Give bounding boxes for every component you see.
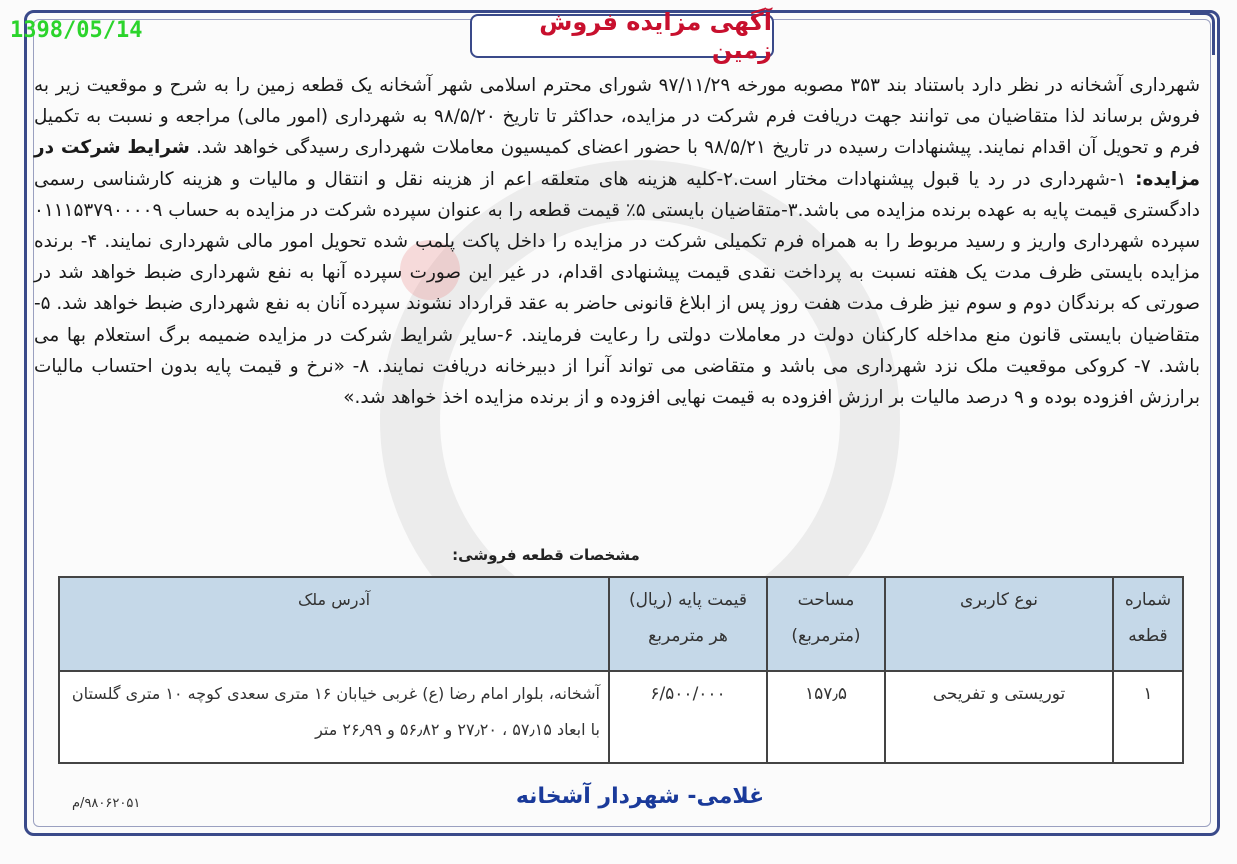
ad-title: آگهی مزایده فروش زمین bbox=[539, 8, 772, 64]
conditions-text: ۱-شهرداری در رد یا قبول پیشنهادات مختار است.۲-کلیه هزینه های متعلقه اعم از هزینه نقل و انتقال و مالیات و هزینه کارشناسی رسمی دادگستری قیمت پایه به عهده برنده مزایده می باشد.۳-متقاضیان بایستی ۵٪ قیمت قطعه را به عنوان سپرده شرکت در مزایده به حساب ۰۱۱۱۵۳۷۹۰۰۰۰۹ سپرده شهرداری واریز و رسید مربوط را به همراه فرم تکمیلی شرکت در مزایده را داخل پاکت پلمب شده تحویل امور مالی شهرداری نمایند. ۴- برنده مزایده بایستی ظرف مدت یک هفته نسبت به پرداخت نقدی قیمت پیشنهادی اقدام، در غیر این صورت سپرده آنها به نفع شهرداری ضبط خواهد شد در صورتی که برندگان دوم و سوم نیز ظرف مدت هفت روز پس از ابلاغ قانونی حاضر به عقد قرارداد نشوند سپرده آنان به نفع شهرداری ضبط خواهد شد. ۵- متقاضیان بایستی قانون منع مداخله کارکنان دولت در معاملات دولتی را رعایت فرمایند. ۶-سایر شرایط شرکت در مزایده ضمیمه برگ استعلام بها می باشد. ۷- کروکی موقعیت ملک نزد شهرداری می باشد و متقاضی می تواند آنرا از دبیرخانه دریافت نمایند. ۸- «نرخ و قیمت پایه بدون احتساب مالیات برارزش افزوده بوده و ۹ درصد مالیات بر ارزش افزوده به قیمت نهایی افزوده و از برنده مزایده اخذ خواهد شد.» bbox=[34, 168, 1201, 409]
reference-number: ۹۸۰۶۲۰۵۱/م bbox=[72, 796, 141, 811]
lots-table bbox=[58, 576, 1184, 764]
signature: غلامی- شهردار آشخانه bbox=[515, 784, 765, 809]
title-box bbox=[470, 8, 774, 64]
cell-lot-number: ۱ bbox=[1113, 671, 1183, 763]
intro-text: شهرداری آشخانه در نظر دارد باستناد بند ۳۵۳ مصوبه مورخه ۹۷/۱۱/۲۹ شورای محترم اسلامی شهر آشخانه یک قطعه زمین را به شرح و موقعیت زیر به فروش برساند لذا متقاضیان می توانند جهت دریافت فرم شرکت در مزایده، حداکثر تا تاریخ ۹۸/۵/۲۰ به شهرداری (امور مالی) مراجعه و نسبت به تکمیل فرم و تحویل آن اقدام نمایند. پیشنهادات رسیده در تاریخ ۹۸/۵/۲۱ با حضور اعضای کمیسیون معاملات شهرداری رسیدگی خواهد شد. bbox=[34, 75, 1201, 159]
header-base-price: قیمت پایه (ریال) هر مترمربع bbox=[609, 577, 767, 671]
cell-area: ۱۵۷٫۵ bbox=[767, 671, 885, 763]
ad-body-text bbox=[34, 70, 1200, 413]
specs-caption: مشخصات قطعه فروشی: bbox=[452, 546, 640, 564]
header-lot-number: شماره قطعه bbox=[1113, 577, 1183, 671]
date-stamp: 1398/05/14 bbox=[10, 18, 143, 43]
table-header-row bbox=[59, 577, 1183, 671]
header-address: آدرس ملک bbox=[59, 577, 609, 671]
table-row bbox=[59, 671, 1183, 763]
conditions-heading: شرایط شرکت در مزایده: bbox=[34, 137, 1200, 190]
cell-address: آشخانه، بلوار امام رضا (ع) غربی خیابان ۱۶ متری سعدی کوچه ۱۰ متری گلستان با ابعاد ۵۷٫۱۵ ، ۲۷٫۲۰ و ۵۶٫۸۲ و ۲۶٫۹۹ متر bbox=[59, 671, 609, 763]
cell-usage-type: توریستی و تفریحی bbox=[885, 671, 1113, 763]
cell-base-price: ۶/۵۰۰/۰۰۰ bbox=[609, 671, 767, 763]
frame-corner-ornament bbox=[1190, 12, 1215, 55]
header-usage-type: نوع کاربری bbox=[885, 577, 1113, 671]
header-area: مساحت (مترمربع) bbox=[767, 577, 885, 671]
